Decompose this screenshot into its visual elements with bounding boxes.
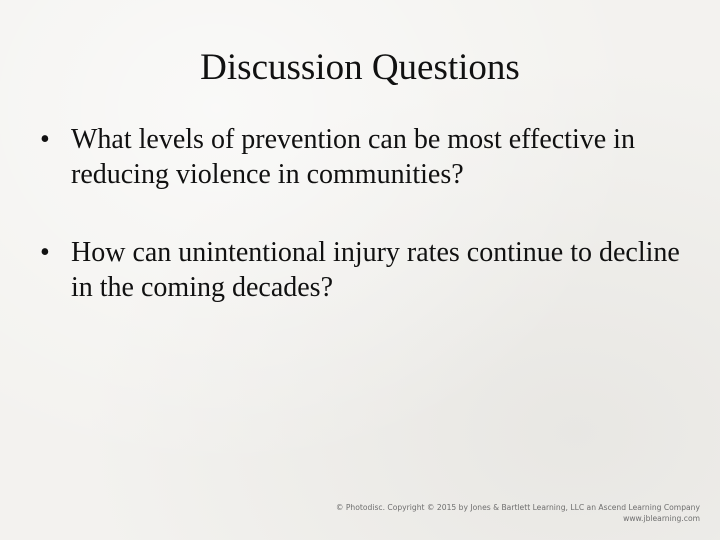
bullet-text: What levels of prevention can be most effective in reducing violence in communities?: [71, 124, 635, 190]
bullet-dot-icon: •: [40, 124, 50, 155]
bullet-item: [40, 235, 690, 305]
copyright-footer: [336, 502, 700, 524]
bullet-text: How can unintentional injury rates continue to decline in the coming decades?: [71, 237, 680, 303]
bullet-dot-icon: •: [40, 237, 50, 268]
website-url: www.jblearning.com: [623, 514, 700, 523]
bullet-item: [40, 122, 690, 192]
slide-title: Discussion Questions: [200, 47, 520, 88]
bullet-list: [40, 122, 690, 348]
copyright-text: © Photodisc. Copyright © 2015 by Jones & Bartlett Learning, LLC an Ascend Learning Company: [335, 503, 700, 512]
